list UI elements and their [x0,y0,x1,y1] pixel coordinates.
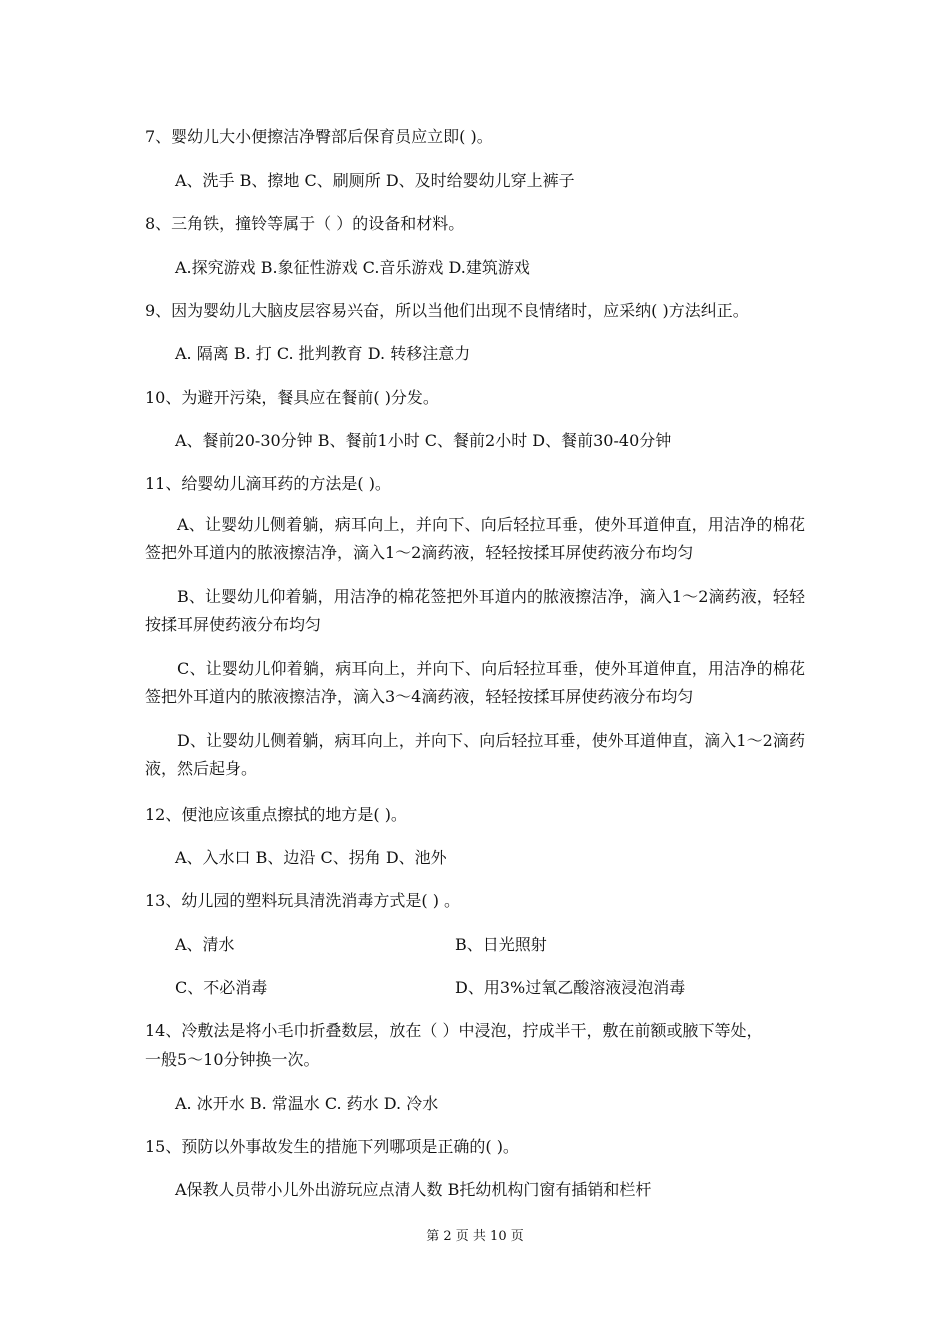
question-10-options: A、餐前20-30分钟 B、餐前1小时 C、餐前2小时 D、餐前30-40分钟 [175,431,672,450]
question-13-option-c: C、不必消毒 [175,978,268,997]
question-11-option-b: B、让婴幼儿仰着躺，用洁净的棉花签把外耳道内的脓液擦洁净，滴入1～2滴药液，轻轻按揉耳屏使药液分布均匀 [145,587,805,634]
question-13-option-a: A、清水 [175,935,235,954]
question-9-stem: 9、因为婴幼儿大脑皮层容易兴奋，所以当他们出现不良情绪时，应采纳( )方法纠正。 [145,301,749,320]
question-13-stem: 13、幼儿园的塑料玩具清洗消毒方式是( ) 。 [145,891,461,910]
question-14-stem-line-2: 一般5～10分钟换一次。 [145,1050,320,1069]
question-12-stem: 12、便池应该重点擦拭的地方是( )。 [145,805,407,824]
question-14-options: A. 冰开水 B. 常温水 C. 药水 D. 冷水 [175,1094,439,1113]
question-11-option-c: C、让婴幼儿仰着躺，病耳向上，并向下、向后轻拉耳垂，使外耳道伸直，用洁净的棉花签把外耳道内的脓液擦洁净，滴入3～4滴药液，轻轻按揉耳屏使药液分布均匀 [145,659,805,706]
question-14-stem-line-1: 14、冷敷法是将小毛巾折叠数层，放在（ ）中浸泡，拧成半干，敷在前额或腋下等处， [145,1021,763,1040]
question-11-option-d: D、让婴幼儿侧着躺，病耳向上，并向下、向后轻拉耳垂，使外耳道伸直，滴入1～2滴药液，然后起身。 [145,731,805,778]
question-9-options: A. 隔离 B. 打 C. 批判教育 D. 转移注意力 [175,344,471,363]
question-13-option-d: D、用3%过氧乙酸溶液浸泡消毒 [455,978,686,997]
question-7-options: A、洗手 B、擦地 C、刷厕所 D、及时给婴幼儿穿上裤子 [175,171,575,190]
question-11-stem: 11、给婴幼儿滴耳药的方法是( )。 [145,474,391,493]
question-10-stem: 10、为避开污染，餐具应在餐前( )分发。 [145,388,439,407]
question-8-options: A.探究游戏 B.象征性游戏 C.音乐游戏 D.建筑游戏 [175,258,530,277]
question-15-stem: 15、预防以外事故发生的措施下列哪项是正确的( )。 [145,1137,519,1156]
question-7-stem: 7、婴幼儿大小便擦洁净臀部后保育员应立即( )。 [145,127,493,146]
question-13-option-b: B、日光照射 [455,935,547,954]
question-8-stem: 8、三角铁，撞铃等属于（ ）的设备和材料。 [145,214,465,233]
question-15-options: A保教人员带小儿外出游玩应点清人数 B托幼机构门窗有插销和栏杆 [175,1180,652,1199]
page-footer: 第 2 页 共 10 页 [426,1229,524,1244]
question-11-option-a: A、让婴幼儿侧着躺，病耳向上，并向下、向后轻拉耳垂，使外耳道伸直，用洁净的棉花签把外耳道内的脓液擦洁净，滴入1～2滴药液，轻轻按揉耳屏使药液分布均匀 [145,515,805,562]
question-12-options: A、入水口 B、边沿 C、拐角 D、池外 [175,848,447,867]
